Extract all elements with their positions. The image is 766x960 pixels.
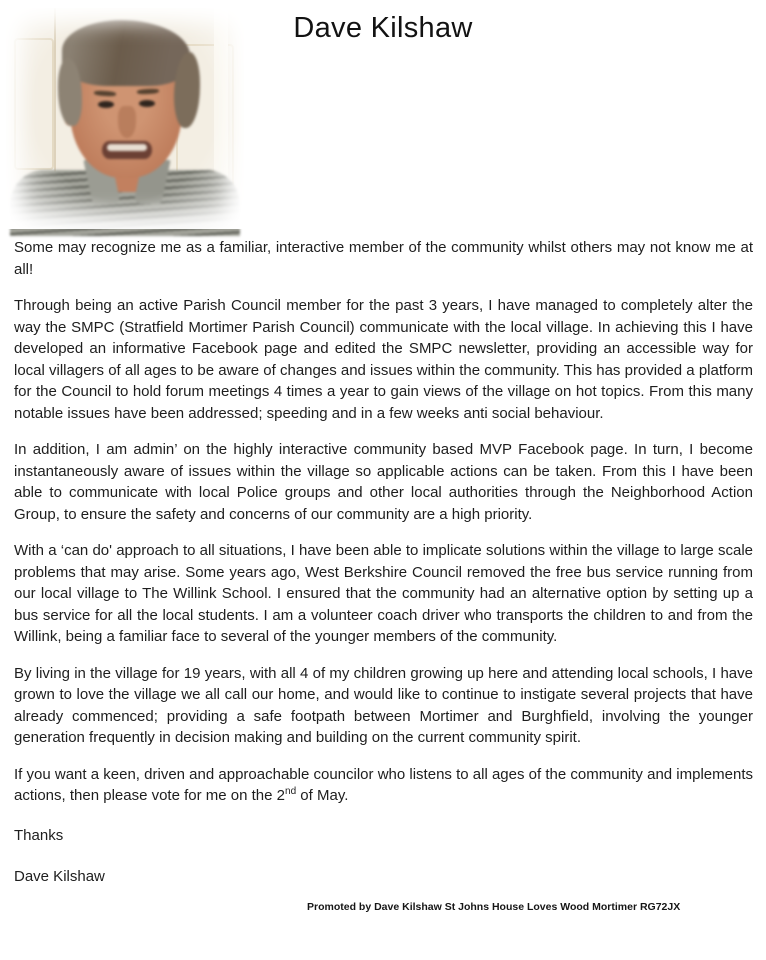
promoted-by-imprint: Promoted by Dave Kilshaw St Johns House Loves Wood Mortimer RG72JX xyxy=(307,901,681,913)
closing-thanks: Thanks xyxy=(14,826,64,844)
paragraph-vote xyxy=(14,764,753,807)
paragraph-parish-council: Through being an active Parish Council member for the past 3 years, I have managed to completely alter the way the SMPC (Stratfield Mortimer Parish Council) communicate with the local village. In achieving this I have developed an informative Facebook page and edited the SMPC newsletter, providing an accessible way for local villagers of all ages to be aware of changes and issues within the community. This has provided a platform for the Council to hold forum meetings 4 times a year to gain views of the village on hot topics. From this many notable issues have been addressed; speeding and in a few weeks anti social behaviour. xyxy=(14,297,753,422)
vote-text-after: of May. xyxy=(296,787,349,804)
vote-date-ordinal: nd xyxy=(285,786,297,797)
paragraph-bus-service: With a ‘can do' approach to all situations, I have been able to implicate solutions within the village to large scale problems that may arise. Some years ago, West Berkshire Council removed the free bus service running from our local village to The Willink School. I ensured that the community had an alternative option by setting up a bus service for all the local students. I am a volunteer coach driver who transports the children to and from the Willink, being a familiar face to several of the younger members of the community. xyxy=(14,542,753,645)
paragraph-mvp-facebook: In addition, I am admin’ on the highly interactive community based MVP Facebook page. In turn, I become instantaneously aware of issues within the village so applicable actions can be taken. From this I have been able to communicate with local Police groups and other local authorities through the Neighborhood Action Group, to ensure the safety and concerns of our community are a high priority. xyxy=(14,441,753,523)
paragraph-village-life: By living in the village for 19 years, with all 4 of my children growing up here and attending local schools, I have grown to love the village we all call our home, and would like to continue to instigate several projects that have already commenced; providing a safe footpath between Mortimer and Burghfield, involving the younger generation frequently in decision making and building on the current community spirit. xyxy=(14,664,753,746)
paragraph-intro: Some may recognize me as a familiar, interactive member of the community whilst others may not know me at all! xyxy=(14,239,753,278)
signature-name: Dave Kilshaw xyxy=(14,868,105,885)
page-title: Dave Kilshaw xyxy=(293,12,473,44)
body-text xyxy=(14,237,753,888)
vote-text-before: If you want a keen, driven and approachable councilor who listens to all ages of the community and implements actions, then please vote for me on the 2 xyxy=(14,765,753,804)
